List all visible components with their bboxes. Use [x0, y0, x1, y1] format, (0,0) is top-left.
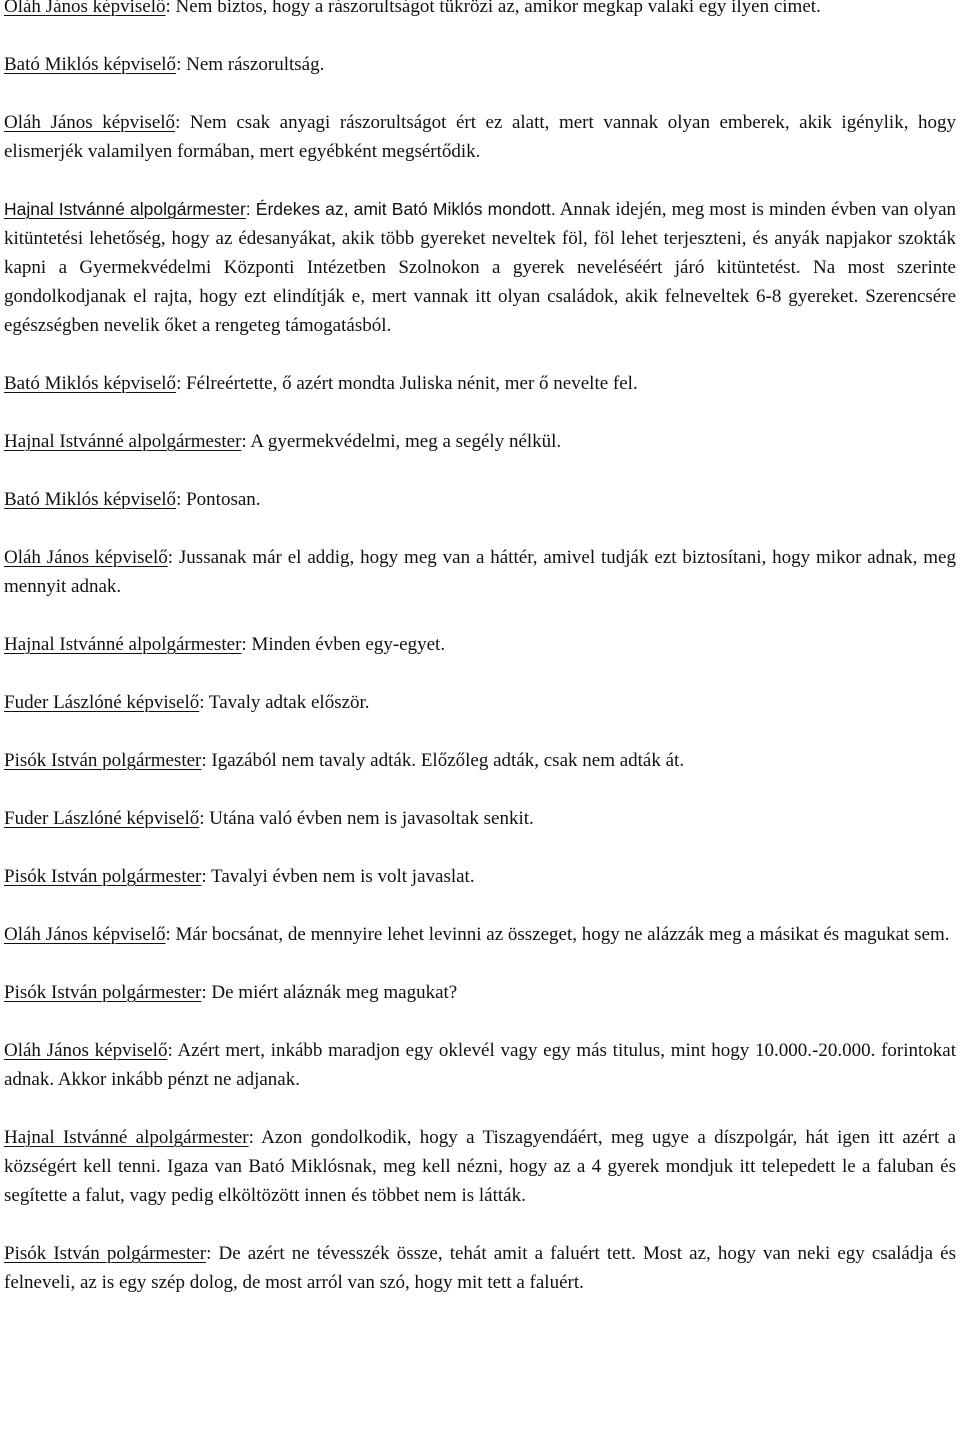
- transcript-paragraph: Fuder Lászlóné képviselő: Tavaly adtak először.: [4, 692, 370, 713]
- speaker-name: Hajnal Istvánné alpolgármester: [4, 431, 242, 452]
- statement-text-sans: Érdekes az, amit Bató Miklós mondott.: [255, 199, 556, 219]
- statement-text: Jussanak már el addig, hogy meg van a háttér, amivel tudják ezt biztosítani, hogy mikor adnak, meg mennyit adnak.: [4, 547, 956, 597]
- transcript-paragraph: Oláh János képviselő: Már bocsánat, de mennyire lehet levinni az összeget, hogy ne alázzák meg a másikat és magukat sem.: [4, 924, 950, 945]
- speaker-name: Hajnal Istvánné alpolgármester: [4, 1127, 249, 1148]
- speaker-name: Bató Miklós képviselő: [4, 373, 177, 394]
- statement-text: Félreértette, ő azért mondta Juliska nénit, mer ő nevelte fel.: [186, 373, 638, 394]
- speaker-name: Hajnal Istvánné alpolgármester: [4, 199, 246, 219]
- speaker-name: Bató Miklós képviselő: [4, 54, 177, 75]
- statement-text: A gyermekvédelmi, meg a segély nélkül.: [250, 431, 562, 452]
- speaker-name: Fuder Lászlóné képviselő: [4, 692, 200, 713]
- transcript-paragraph: Oláh János képviselő: Nem csak anyagi rászorultságot ért ez alatt, mert vannak olyan emberek, akik igénylik, hogy elismerjék valamilyen formában, mert egyébként megsértődik.: [4, 112, 956, 162]
- speaker-name: Oláh János képviselő: [4, 112, 176, 133]
- statement-text: Tavaly adtak először.: [208, 692, 370, 713]
- statement-text: Nem biztos, hogy a rászorultságot tükrözi az, amikor megkap valaki egy ilyen címet.: [175, 0, 821, 17]
- transcript-paragraph: Oláh János képviselő: Nem biztos, hogy a rászorultságot tükrözi az, amikor megkap valaki egy ilyen címet.: [4, 0, 956, 21]
- statement-text: Nem csak anyagi rászorultságot ért ez alatt, mert vannak olyan emberek, akik igénylik, hogy elismerjék valamilyen formában, mert egyébként megsértődik.: [4, 112, 956, 162]
- speaker-name: Pisók István polgármester: [4, 1243, 207, 1264]
- statement-text: Nem rászorultság.: [186, 54, 325, 75]
- transcript-paragraph: Bató Miklós képviselő: Félreértette, ő azért mondta Juliska nénit, mer ő nevelte fel.: [4, 373, 638, 394]
- speaker-name: Oláh János képviselő: [4, 0, 166, 17]
- transcript-paragraph: Hajnal Istvánné alpolgármester: A gyermekvédelmi, meg a segély nélkül.: [4, 431, 562, 452]
- speaker-name: Oláh János képviselő: [4, 924, 166, 945]
- transcript-paragraph: Oláh János képviselő: Jussanak már el addig, hogy meg van a háttér, amivel tudják ezt biztosítani, hogy mikor adnak, meg mennyit adnak.: [4, 547, 956, 597]
- transcript-paragraph: Hajnal Istvánné alpolgármester: Minden évben egy-egyet.: [4, 634, 446, 655]
- speaker-name: Fuder Lászlóné képviselő: [4, 808, 200, 829]
- transcript-paragraph: Hajnal Istvánné alpolgármester: Azon gondolkodik, hogy a Tiszagyendáért, meg ugye a díszpolgár, hát igen itt azért a községért kell tenni. Igaza van Bató Miklósnak, meg kell nézni, hogy az a 4 gyerek mondjuk itt telepedett le a faluban és segítette a falut, vagy pedig elköltözött innen és többet nem is látták.: [4, 1127, 956, 1206]
- transcript-paragraph: Hajnal Istvánné alpolgármester: Érdekes az, amit Bató Miklós mondott. Annak idején, meg most is minden évben van olyan kitüntetési lehetőség, hogy az édesanyákat, akik több gyereket neveltek föl, föl lehet terjeszteni, és anyák napjakor szokták kapni a Gyermekvédelmi Központi Intézetben Szolnokon a gyerek neveléséért járó kitüntetést. Na most szerinte gondolkodjanak el rajta, hogy ezt elindítják e, mert vannak itt olyan családok, akik felneveltek 6-8 gyereket. Szerencsére egészségben nevelik őket a rengeteg támogatásból.: [4, 199, 957, 336]
- statement-text: Minden évben egy-egyet.: [251, 634, 446, 655]
- transcript-paragraph: Pisók István polgármester: De azért ne tévesszék össze, tehát amit a faluért tett. Most az, hogy van neki egy családja és felneveli, az is egy szép dolog, de most arról van szó, hogy mit tett a faluért.: [4, 1243, 956, 1293]
- statement-text: Azon gondolkodik, hogy a Tiszagyendáért, meg ugye a díszpolgár, hát igen itt azért a községért kell tenni. Igaza van Bató Miklósnak, meg kell nézni, hogy az a 4 gyerek mondjuk itt telepedett le a faluban és segítette a falut, vagy pedig elköltözött innen és többet nem is látták.: [4, 1127, 956, 1206]
- speaker-name: Hajnal Istvánné alpolgármester: [4, 634, 242, 655]
- statement-text: Tavalyi évben nem is volt javaslat.: [211, 866, 475, 887]
- transcript-paragraph: Pisók István polgármester: De miért aláznák meg magukat?: [4, 982, 458, 1003]
- statement-text: De miért aláznák meg magukat?: [211, 982, 458, 1003]
- statement-text: Annak idején, meg most is minden évben van olyan kitüntetési lehetőség, hogy az édesanyákat, akik több gyereket neveltek föl, föl lehet terjeszteni, és anyák napjakor szokták kapni a Gyermekvédelmi Központi Intézetben Szolnokon a gyerek neveléséért járó kitüntetést. Na most szerinte gondolkodjanak el rajta, hogy ezt elindítják e, mert vannak itt olyan családok, akik felneveltek 6-8 gyereket. Szerencsére egészségben nevelik őket a rengeteg támogatásból.: [4, 199, 957, 336]
- statement-text: Igazából nem tavaly adták. Előzőleg adták, csak nem adták át.: [211, 750, 685, 771]
- speaker-name: Bató Miklós képviselő: [4, 489, 177, 510]
- statement-text: Utána való évben nem is javasoltak senkit.: [209, 808, 534, 829]
- speaker-name: Pisók István polgármester: [4, 750, 202, 771]
- speaker-name: Oláh János képviselő: [4, 547, 168, 568]
- statement-text: De azért ne tévesszék össze, tehát amit a faluért tett. Most az, hogy van neki egy családja és felneveli, az is egy szép dolog, de most arról van szó, hogy mit tett a faluért.: [4, 1243, 956, 1293]
- speaker-name: Pisók István polgármester: [4, 866, 202, 887]
- statement-text: Azért mert, inkább maradjon egy oklevél vagy egy más titulus, mint hogy 10.000.-20.000. forintokat adnak. Akkor inkább pénzt ne adjanak.: [4, 1040, 957, 1090]
- transcript-paragraph: Oláh János képviselő: Azért mert, inkább maradjon egy oklevél vagy egy más titulus, mint hogy 10.000.-20.000. forintokat adnak. Akkor inkább pénzt ne adjanak.: [4, 1040, 957, 1090]
- transcript-paragraph: Pisók István polgármester: Igazából nem tavaly adták. Előzőleg adták, csak nem adták át.: [4, 750, 685, 771]
- transcript-paragraph: Bató Miklós képviselő: Pontosan.: [4, 489, 261, 510]
- speaker-name: Pisók István polgármester: [4, 982, 202, 1003]
- statement-text: Már bocsánat, de mennyire lehet levinni az összeget, hogy ne alázzák meg a másikat és magukat sem.: [175, 924, 950, 945]
- transcript-paragraph: Bató Miklós képviselő: Nem rászorultság.: [4, 54, 325, 75]
- transcript-paragraph: Fuder Lászlóné képviselő: Utána való évben nem is javasoltak senkit.: [4, 808, 534, 829]
- statement-text: Pontosan.: [186, 489, 261, 510]
- transcript-paragraph: Pisók István polgármester: Tavalyi évben nem is volt javaslat.: [4, 866, 475, 887]
- speaker-name: Oláh János képviselő: [4, 1040, 168, 1061]
